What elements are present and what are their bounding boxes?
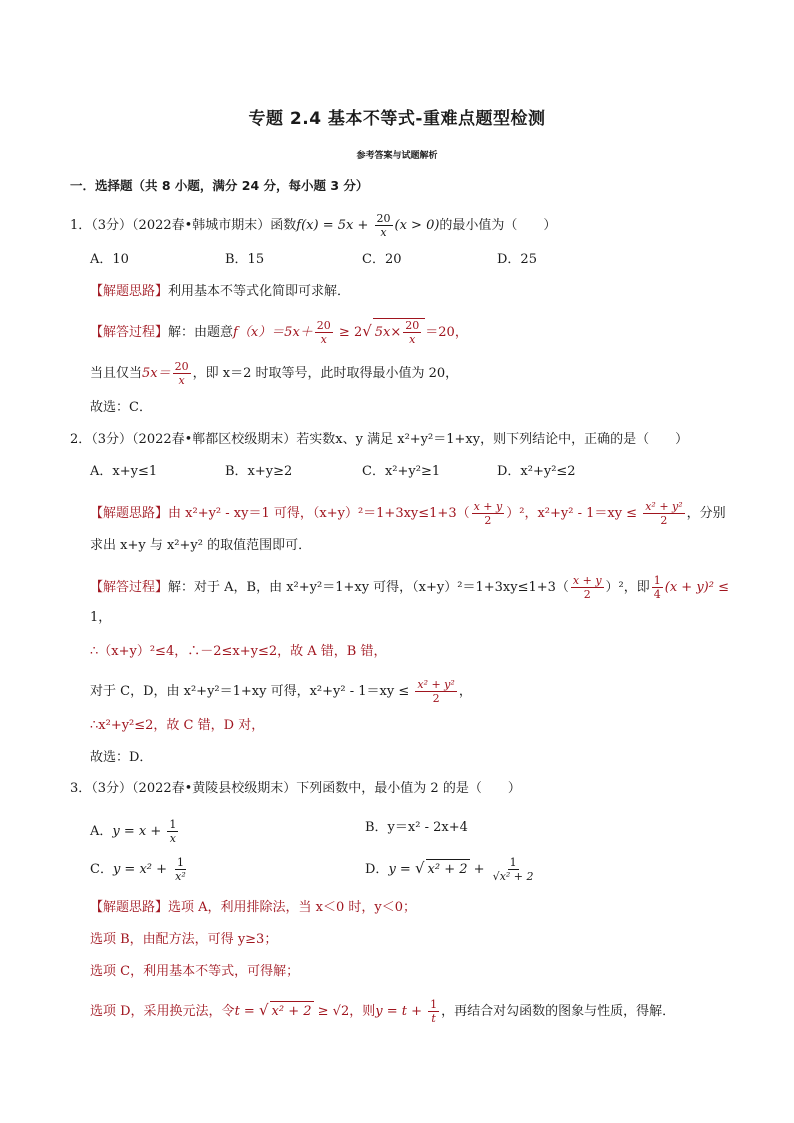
q2-option-d: D．x²+y²≤2 — [497, 464, 576, 479]
q1-stem-tail: 的最小值为（ ） — [439, 218, 557, 233]
q3-idea-line-3: 选项 C，利用基本不等式，可得解； — [90, 964, 300, 979]
question-3-stem: 3．（3分）（2022春•黄陵县校级期末）下列函数中，最小值为 2 的是（ ） — [70, 781, 521, 796]
q2-idea: 【解题思路】由 x²+y² - xy＝1 可得，（x+y）²＝1+3xy≤1+3（ $\frac{x + y}{2}$ ）²，x²+y² - 1＝xy ≤ $\frac{\text{x² + y²}}{2}$ ，分别 — [90, 500, 726, 527]
q2-proc-tag: 【解答过程】 — [90, 580, 169, 595]
question-1-stem — [70, 212, 556, 239]
q2-proc-line-3: ∴（x+y）²≤4，∴－2≤x+y≤2，故 A 错，B 错， — [90, 644, 387, 659]
q2-answer: 故选：D． — [90, 750, 153, 765]
question-2-stem: 2．（3分）（2022春•郸都区校级期末）若实数x、y 满足 x²+y²＝1+xy，则下列结论中，正确的是（ ） — [70, 432, 689, 447]
q1-option-b: B．15 — [225, 252, 265, 267]
q3-option-a: A．y = x + $\frac{1}{x}$ — [90, 818, 177, 845]
q1-option-a: A．10 — [90, 252, 129, 267]
section-heading: 一．选择题（共 8 小题，满分 24 分，每小题 3 分） — [70, 178, 369, 193]
q1-func: f(x) = 5x + $\frac{20}{x}$ (x > 0) — [296, 212, 440, 239]
q2-process: 【解答过程】解：对于 A，B，由 x²+y²＝1+xy 可得，（x+y）²＝1+3xy≤1+3（ $\frac{x + y}{2}$ ）²，即 $\frac{1}{4}$ (x + y)² ≤ — [90, 574, 729, 601]
q1-idea-tag: 【解题思路】 — [90, 284, 169, 299]
q3-idea-line-2: 选项 B，由配方法，可得 y≥3； — [90, 932, 278, 947]
q2-proc-line-2: 1， — [90, 610, 112, 625]
page-subtitle: 参考答案与试题解析 — [356, 151, 438, 161]
q2-idea-line-2: 求出 x+y 与 x²+y² 的取值范围即可． — [90, 538, 312, 553]
q1-answer: 故选：C． — [90, 400, 152, 415]
q1-process: 【解答过程】解：由题意f（x）＝5x＋ $\frac{20}{x}$ ≥ 2√ 5x× $\frac{20}{x}$ ＝20， — [90, 319, 468, 346]
q1-idea — [90, 282, 350, 302]
page-title: 专题 2.4 基本不等式-重难点题型检测 — [248, 109, 546, 129]
q1-option-c: C．20 — [362, 252, 402, 267]
q1-option-d: D．25 — [497, 252, 537, 267]
q1-idea-text: 利用基本不等式化简即可求解． — [168, 284, 351, 299]
q2-option-b: B．x+y≥2 — [225, 464, 293, 479]
q3-idea-line-4: 选项 D，采用换元法，令t = √ x² + 2 ≥ √2，则y = t + $\frac{1}{t}$ ，再结合对勾函数的图象与性质，得解． — [90, 998, 676, 1025]
q1-head: 1．（3分）（2022春•韩城市期末）函数 — [70, 218, 297, 233]
q3-option-b: B．y＝x² - 2x+4 — [365, 820, 468, 835]
q2-option-c: C．x²+y²≥1 — [362, 464, 441, 479]
q3-idea: 【解题思路】选项 A，利用排除法，当 x＜0 时，y＜0； — [90, 900, 417, 915]
q3-idea-tag: 【解题思路】 — [90, 900, 169, 915]
q2-idea-tag: 【解题思路】 — [90, 506, 169, 521]
q2-proc-line-4: 对于 C，D，由 x²+y²＝1+xy 可得，x²+y² - 1＝xy ≤ $\frac{\text{x² + y²}}{2}$ ， — [90, 678, 472, 705]
q1-equality-condition: 当且仅当5x＝ $\frac{20}{x}$ ，即 x＝2 时取等号，此时取得最小值为 20， — [90, 360, 459, 387]
q2-option-a: A．x+y≤1 — [90, 464, 158, 479]
q3-option-d: D．y = √ x² + 2 + $\frac{1}{\text{√x² + 2}}$ — [365, 856, 534, 883]
q2-proc-line-5: ∴x²+y²≤2，故 C 错，D 对， — [90, 718, 265, 733]
q3-option-c: C．y = x² + $\frac{1}{\text{x²}}$ — [90, 856, 186, 883]
q1-proc-tag: 【解答过程】 — [90, 325, 169, 340]
